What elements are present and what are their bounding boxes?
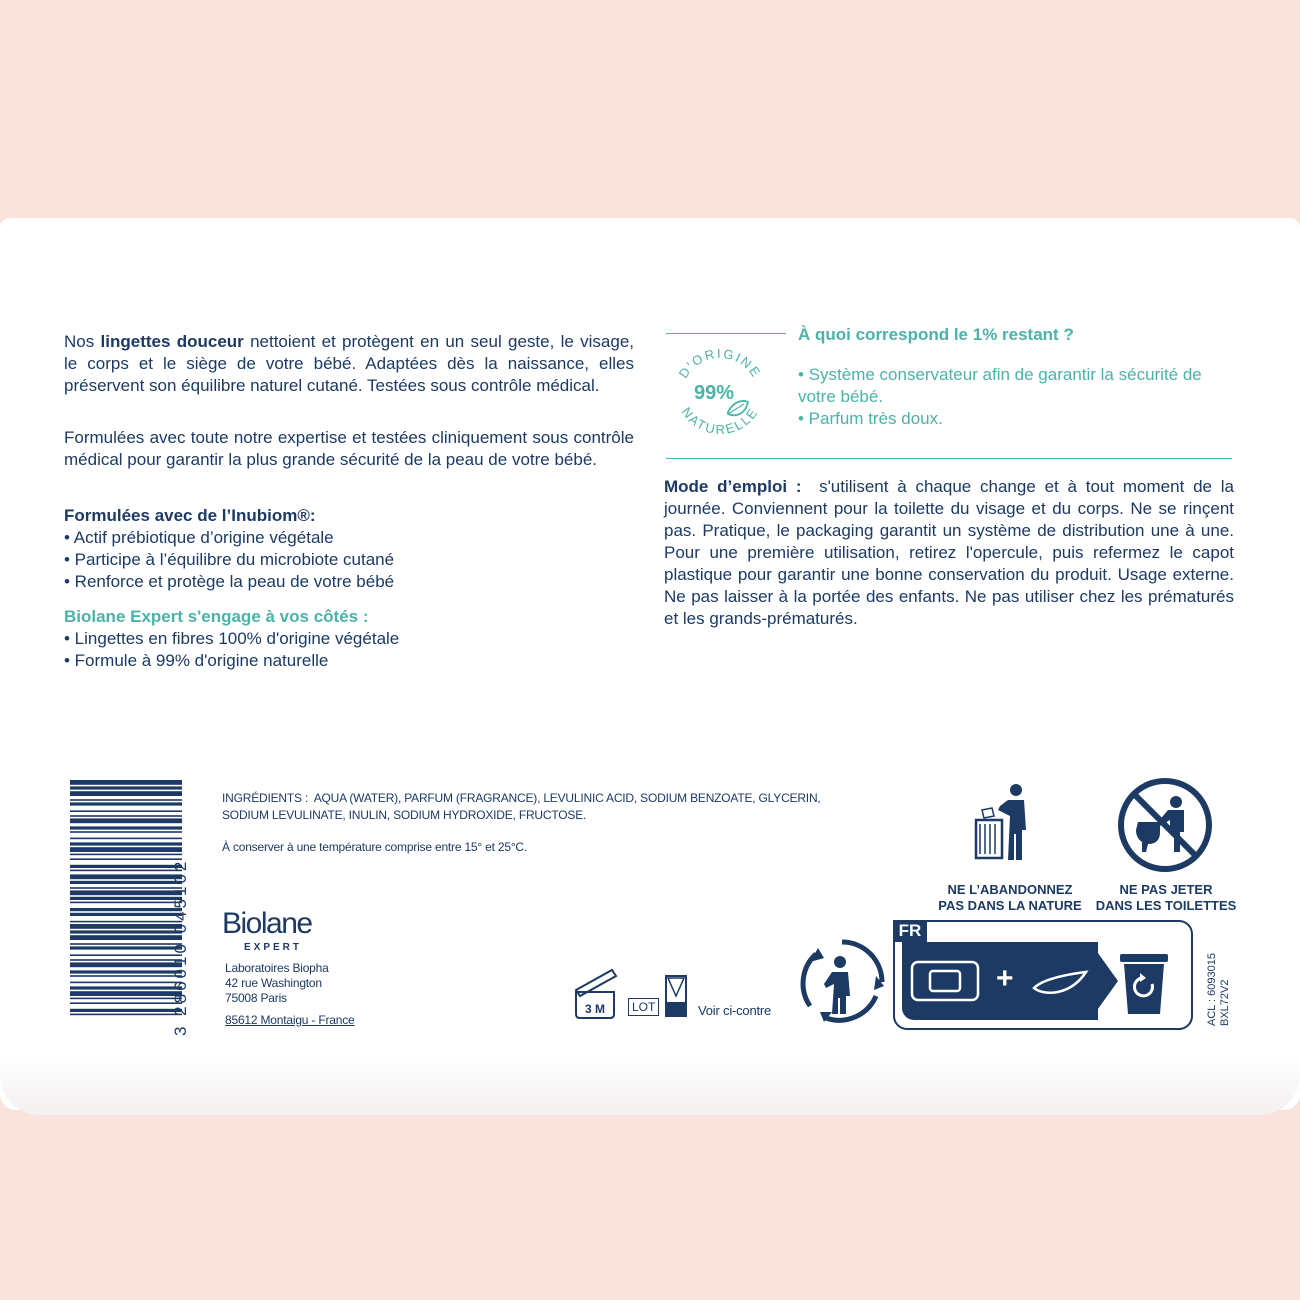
barcode-bar xyxy=(70,1002,182,1004)
storage-text: À conserver à une température comprise entre 15° et 25°C. xyxy=(222,840,528,854)
lid-icon xyxy=(1030,966,1090,1000)
barcode-bar xyxy=(70,975,182,977)
tidyman-icon xyxy=(968,780,1040,864)
barcode-bar xyxy=(70,799,182,801)
brand-logo: Biolane xyxy=(222,907,312,940)
barcode-bar xyxy=(70,786,182,789)
brand-address: Laboratoires Biopha 42 rue Washington 75008 Paris 85612 Montaigu - France xyxy=(225,961,355,1027)
package-seal-edge xyxy=(0,1055,1300,1115)
barcode-bar xyxy=(70,1014,182,1016)
barcode-bar xyxy=(70,946,182,949)
brand-sub: EXPERT xyxy=(244,942,303,953)
barcode-bar xyxy=(70,954,182,956)
barcode-bar xyxy=(70,780,182,785)
plus-icon: + xyxy=(996,962,1014,995)
trash-bin-icon xyxy=(1118,948,1170,1018)
barcode-bar xyxy=(70,838,182,840)
engagement-list xyxy=(64,628,634,672)
barcode-bar xyxy=(70,818,182,823)
list-item: • Participe à l’équilibre du microbiote cutané xyxy=(64,550,395,569)
usage-text: s'utilisent à chaque change et à tout moment de la journée. Conviennent pour la toilette du visage et du corps. Ne se rinçent pas. Pratique, le packaging garantit un système de distribution une à une. Pour une première utilisation, retirez l'opercule, puis refermez le capot plastique pour garantir une bonne conservation du produit. Usage externe. Ne pas laisser à la portée des enfants. Ne pas utiliser chez les prématurés et les grands-prématurés. xyxy=(664,477,1234,628)
ingredients-label: INGRÉDIENTS : xyxy=(222,791,309,805)
no-litter-label: NE L’ABANDONNEZ PAS DANS LA NATURE xyxy=(938,882,1082,913)
barcode-bar xyxy=(70,842,182,845)
intro-pre: Nos xyxy=(64,332,101,351)
badge-bottom-text: NATURELLE xyxy=(678,404,762,438)
list-item: • Formule à 99% d'origine naturelle xyxy=(64,651,329,670)
barcode-bar xyxy=(70,890,182,895)
pao-jar-icon xyxy=(572,968,622,1020)
barcode-bar xyxy=(70,908,182,911)
badge-top-text: D'ORIGINE xyxy=(675,345,765,381)
remaining-list xyxy=(798,364,1228,430)
code-batch: BXL72V2 xyxy=(1219,979,1231,1026)
engagement-section xyxy=(64,606,634,672)
barcode-bar xyxy=(70,854,182,856)
code-acl: ACL : 6093015 xyxy=(1206,953,1218,1026)
lot-box: LOT xyxy=(628,998,659,1016)
barcode-bar xyxy=(70,826,182,829)
no-flush-label: NE PAS JETER DANS LES TOILETTES xyxy=(1095,882,1237,913)
intro-paragraph xyxy=(64,331,634,397)
barcode-bar xyxy=(70,921,182,923)
barcode-bar xyxy=(70,991,182,996)
list-item: • Actif prébiotique d’origine végétale xyxy=(64,528,334,547)
barcode-bar xyxy=(70,870,182,872)
hourglass-icon xyxy=(664,974,688,1018)
barcode-bar xyxy=(70,935,182,940)
barcode-bar xyxy=(70,887,182,889)
barcode-bar xyxy=(70,913,182,916)
barcode-bar xyxy=(70,982,182,984)
barcode-bar xyxy=(70,930,182,933)
list-item: • Renforce et protège la peau de votre bébé xyxy=(64,572,395,591)
barcode-number: 3 286010 045102 xyxy=(171,858,190,1036)
barcode-bar xyxy=(70,897,182,900)
barcode-bar xyxy=(70,874,182,879)
ingredients-line-2: SODIUM LEVULINATE, INULIN, SODIUM HYDROXIDE, FRUCTOSE. xyxy=(222,808,587,822)
barcode-bar xyxy=(70,815,182,817)
barcode-bar xyxy=(70,959,182,961)
barcode-bar xyxy=(70,881,182,884)
barcode-bar xyxy=(70,902,182,904)
badge-percent: 99% xyxy=(693,382,735,404)
remaining-title: À quoi correspond le 1% restant ? xyxy=(798,325,1074,344)
no-flush-icon xyxy=(1116,776,1214,874)
svg-text:3 M: 3 M xyxy=(584,1002,606,1016)
inubiom-list xyxy=(64,527,634,593)
barcode-bar xyxy=(70,847,182,852)
barcode-bar xyxy=(70,970,182,973)
inubiom-section xyxy=(64,505,634,593)
intro-bold: lingettes douceur xyxy=(100,332,244,351)
inubiom-title: Formulées avec de l’Inubiom®: xyxy=(64,506,316,525)
wipes-pack-icon xyxy=(910,958,980,1004)
ingredients-text-1: AQUA (WATER), PARFUM (FRAGRANCE), LEVULINIC ACID, SODIUM BENZOATE, GLYCERIN, xyxy=(313,791,821,805)
ingredients-line-1 xyxy=(222,790,821,807)
barcode-bar xyxy=(70,865,182,868)
barcode-bar xyxy=(70,802,182,805)
expertise-paragraph: Formulées avec toute notre expertise et testées cliniquement sous contrôle médical pour garantir la plus grande sécurité de la peau de votre bébé. xyxy=(64,428,634,469)
divider-long xyxy=(666,458,1232,459)
country-badge: FR xyxy=(893,920,927,942)
barcode-bar xyxy=(70,831,182,833)
barcode-bar xyxy=(70,1009,182,1012)
divider-short xyxy=(666,333,786,334)
triman-icon xyxy=(796,936,888,1028)
list-item: • Lingettes en fibres 100% d'origine végétale xyxy=(64,629,400,648)
barcode-bar xyxy=(70,924,182,929)
intro-post: nettoient et protègent en un seul geste, le visage, le corps et le siège de votre bébé. Adaptées dès la naissance, elles préservent son équilibre naturel cutané. Testées sous contrôle médical. xyxy=(64,332,634,395)
engagement-title: Biolane Expert s'engage à vos côtés : xyxy=(64,607,369,626)
barcode-bar xyxy=(70,962,182,967)
barcode-bar xyxy=(70,858,182,860)
origin-badge-icon xyxy=(664,338,776,450)
barcode-bar xyxy=(70,810,182,812)
usage-label: Mode d’emploi : xyxy=(664,477,802,496)
barcode-bar xyxy=(70,943,182,945)
usage-paragraph xyxy=(664,476,1234,630)
list-item: • Parfum très doux. xyxy=(798,409,943,428)
see-opposite-text: Voir ci-contre xyxy=(698,1003,772,1018)
barcode-bar xyxy=(70,791,182,796)
barcode-bar xyxy=(70,998,182,1000)
list-item: • Système conservateur afin de garantir la sécurité de votre bébé. xyxy=(798,365,1202,406)
barcode-bar xyxy=(70,986,182,989)
